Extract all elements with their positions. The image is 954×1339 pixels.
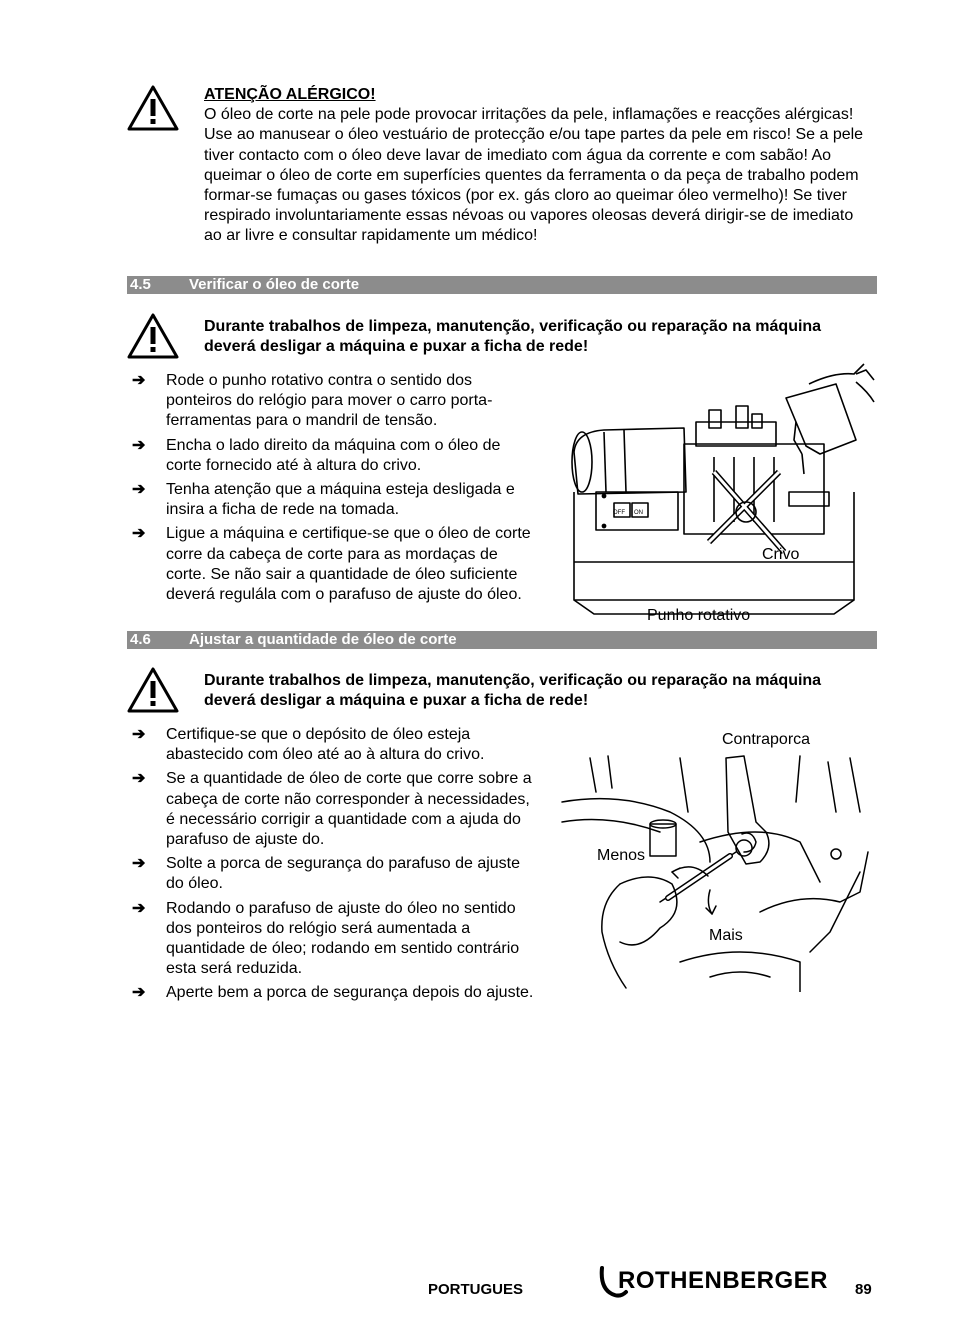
arrow-right-icon: ➔ [132, 372, 146, 389]
arrow-right-icon: ➔ [132, 770, 146, 788]
arrow-right-icon: ➔ [132, 525, 146, 543]
arrow-right-icon: ➔ [132, 436, 146, 454]
section-number: 4.6 [130, 631, 151, 648]
page-number: 89 [855, 1281, 872, 1298]
on-switch-label: ON [634, 510, 643, 516]
warning-triangle-icon [126, 84, 180, 132]
safety-warning: Durante trabalhos de limpeza, manutenção, verificação ou reparação na máquina deverá desligar a máquina e puxar a ficha de rede! [204, 672, 822, 710]
allergy-warning-body: O óleo de corte na pele pode provocar irritações da pele, inflamações e reacções alérgicas! Use ao manusear o óleo vestuário de protecção e/ou tape partes da pele em risco! Se a pele tiver contacto com o óleo deve lavar de imediato com água da corrente e com sabão! Ao queimar o óleo de corte em superfícies quentes da ferramenta o da peça de trabalho podem formar-se fumaças ou gases tóxicos (por ex. gás cloro ao queimar óleo vermelho)! Se tiver respirado involuntariamente essas névoas ou vapores oleosas deverá dirigir-se de imediato ao ar livre e consultar rapidamente um médico! [204, 106, 864, 245]
list-item: ➔ Se a quantidade de óleo de corte que corre sobre a cabeça de corte não corresponder à necessidades, é necessário corrigir a quantidade com a ajuda do parafuso de ajuste do. [132, 770, 532, 849]
allergy-warning [204, 85, 864, 247]
figure-label-punho: Punho rotativo [647, 607, 751, 624]
brand-name: ROTHENBERGER [618, 1267, 828, 1294]
figure-label-mais: Mais [709, 927, 743, 944]
instruction-list [130, 725, 540, 1008]
arrow-right-icon: ➔ [132, 855, 146, 873]
list-item: ➔ Ligue a máquina e certifique-se que o óleo de corte corre da cabeça de corte para as mordaças de corte. Se não sair a quantidade de óleo suficiente deverá regulála com o parafuso de ajuste do óleo. [132, 525, 531, 604]
off-switch-label: OFF [613, 510, 625, 516]
list-item: ➔ Rodando o parafuso de ajuste do óleo no sentido dos ponteiros do relógio será aumentada a quantidade de óleo; rodando em sentido contrário esta será reduzida. [132, 899, 520, 978]
machine-oil-fill-illustration [564, 362, 876, 624]
list-item: ➔ Aperte bem a porca de segurança depois do ajuste. [130, 983, 540, 1003]
warning-triangle-icon [126, 666, 180, 714]
rothenberger-logo [596, 1264, 828, 1300]
list-item: ➔ Certifique-se que o depósito de óleo esteja abastecido com óleo até ao à altura do crivo. [132, 726, 485, 764]
section-header-4-5 [127, 276, 877, 294]
arrow-right-icon: ➔ [132, 481, 146, 499]
figure-label-contraporca: Contraporca [722, 731, 811, 748]
arrow-right-icon: ➔ [132, 899, 146, 917]
safety-warning: Durante trabalhos de limpeza, manutenção, verificação ou reparação na máquina deverá desligar a máquina e puxar a ficha de rede! [204, 318, 822, 356]
oil-adjustment-illustration [560, 752, 872, 992]
list-item: ➔ Solte a porca de segurança do parafuso de ajuste do óleo. [132, 855, 521, 893]
allergy-warning-title: ATENÇÃO ALÉRGICO! [204, 86, 376, 103]
list-item: ➔ Tenha atenção que a máquina esteja desligada e insira a ficha de rede na tomada. [132, 481, 515, 519]
figure-label-menos: Menos [597, 847, 646, 864]
figure-label-crivo: Crivo [762, 546, 800, 563]
list-item: ➔ Rode o punho rotativo contra o sentido dos ponteiros do relógio para mover o carro porta-ferramentas para o mandril de tensão. [132, 372, 493, 430]
warning-triangle-icon [126, 312, 180, 360]
footer-language: PORTUGUES [428, 1281, 524, 1298]
arrow-right-icon: ➔ [132, 984, 146, 1002]
section-title: Ajustar a quantidade de óleo de corte [189, 631, 457, 648]
section-header-4-6 [127, 631, 877, 649]
section-title: Verificar o óleo de corte [189, 276, 360, 293]
instruction-list [130, 371, 540, 609]
list-item: ➔ Encha o lado direito da máquina com o óleo de corte fornecido até à altura do crivo. [132, 436, 501, 474]
section-number: 4.5 [130, 276, 151, 293]
arrow-right-icon: ➔ [132, 726, 146, 743]
